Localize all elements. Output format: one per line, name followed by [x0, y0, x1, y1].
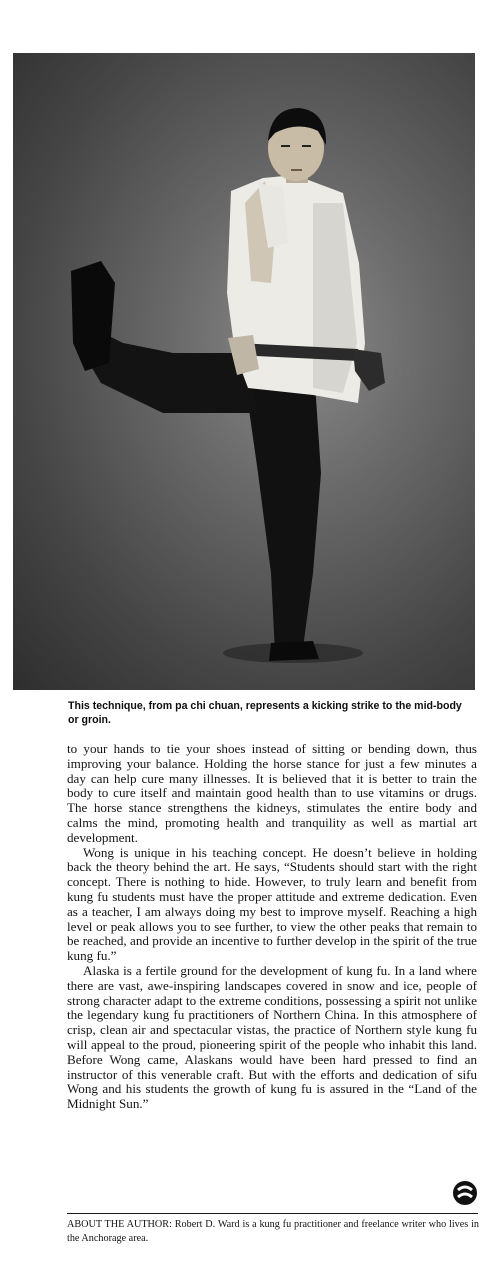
photo-caption: This technique, from pa chi chuan, represents a kicking strike to the mid-body or groin.	[68, 700, 462, 726]
article-body	[67, 742, 477, 1112]
article-paragraph: Wong is unique in his teaching concept. He doesn’t believe in holding back the theory behind the art. He says, “Students should start with the right concept. There is nothing to hide. However, to truly learn and benefit from kung fu students must have the proper attitude and extreme dedication. Even as a teacher, I am always doing my best to improve myself. Reaching a high level or peak allows you to see further, to view the other peaks that remain to be reached, and provide an incentive to further develop in the spirit of the true kung fu.”	[67, 844, 477, 964]
publication-end-mark-icon	[452, 1180, 478, 1206]
kung-fu-stance-photo	[13, 53, 475, 690]
article-paragraph: Alaska is a fertile ground for the development of kung fu. In a land where there are vast, awe-inspiring landscapes covered in snow and ice, people of strong character adapt to the extreme conditions, possessing a spirit not unlike the legendary kung fu practitioners of Northern China. In this atmosphere of crisp, clean air and spectacular vistas, the practice of Northern style kung fu will appeal to the proud, pioneering spirit of the people who inhabit this land. Before Wong came, Alaskans would have been hard pressed to find an instructor of this venerable craft. But with the efforts and dedication of sifu Wong and his students the growth of kung fu is assured in the “Land of the Midnight Sun.”	[67, 962, 477, 1112]
article-paragraph: to your hands to tie your shoes instead of sitting or bending down, thus improving your balance. Holding the horse stance for just a few minutes a day can help cure many illnesses. It is believed that it is better to train the body to cure itself and maintain good health than to use vitamins or drugs. The horse stance strengthens the kidneys, stimulates the entire body and calms the mind, promoting health and tranquility as well as martial art development.	[67, 741, 477, 845]
about-the-author: ABOUT THE AUTHOR: Robert D. Ward is a kung fu practitioner and freelance writer who lives in the Anchorage area.	[67, 1219, 479, 1244]
section-divider	[67, 1213, 478, 1214]
kicking-figure-illustration	[13, 53, 475, 690]
